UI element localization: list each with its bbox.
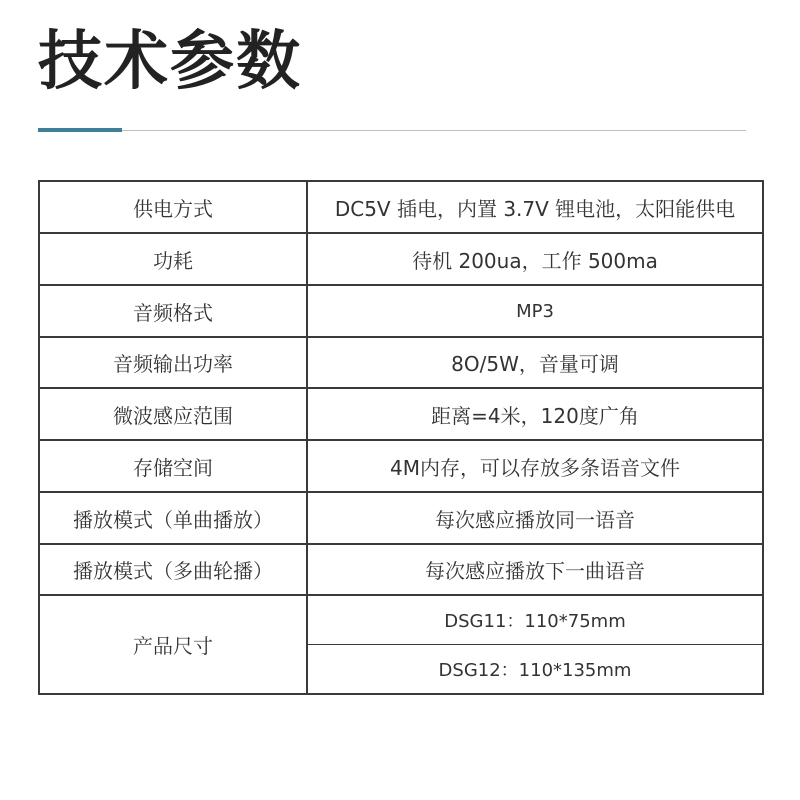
spec-table: [38, 180, 764, 695]
table-row-microwave-range: [39, 388, 763, 440]
spec-label: 供电方式: [39, 181, 307, 233]
table-row-audio-format: [39, 285, 763, 337]
spec-value: DC5V 插电，内置 3.7V 锂电池，太阳能供电: [307, 181, 763, 233]
table-row-power-consumption: [39, 233, 763, 285]
table-row-audio-output: [39, 337, 763, 388]
table-row-play-mode-multi: [39, 544, 763, 595]
table-row-play-mode-single: [39, 492, 763, 544]
spec-label: 存储空间: [39, 440, 307, 492]
spec-label: 微波感应范围: [39, 388, 307, 440]
spec-value: 4M内存，可以存放多条语音文件: [307, 440, 763, 492]
spec-label: 播放模式（单曲播放）: [39, 492, 307, 544]
title-accent-bar: [38, 128, 122, 132]
spec-value: MP3: [307, 285, 763, 337]
spec-label: 音频输出功率: [39, 337, 307, 388]
spec-value: DSG11：110*75mm: [307, 595, 763, 645]
spec-value: 8O/5W，音量可调: [307, 337, 763, 388]
spec-value: 待机 200ua，工作 500ma: [307, 233, 763, 285]
table-row-product-size: [39, 595, 763, 645]
spec-label: 产品尺寸: [39, 595, 307, 694]
spec-value: DSG12：110*135mm: [307, 645, 763, 695]
spec-value: 距离=4米，120度广角: [307, 388, 763, 440]
spec-label: 功耗: [39, 233, 307, 285]
page-title: 技术参数: [38, 25, 302, 99]
title-divider: [38, 130, 746, 131]
table-row-power-supply: [39, 181, 763, 233]
spec-value: 每次感应播放同一语音: [307, 492, 763, 544]
spec-label: 播放模式（多曲轮播）: [39, 544, 307, 595]
spec-label: 音频格式: [39, 285, 307, 337]
spec-value: 每次感应播放下一曲语音: [307, 544, 763, 595]
table-row-storage: [39, 440, 763, 492]
